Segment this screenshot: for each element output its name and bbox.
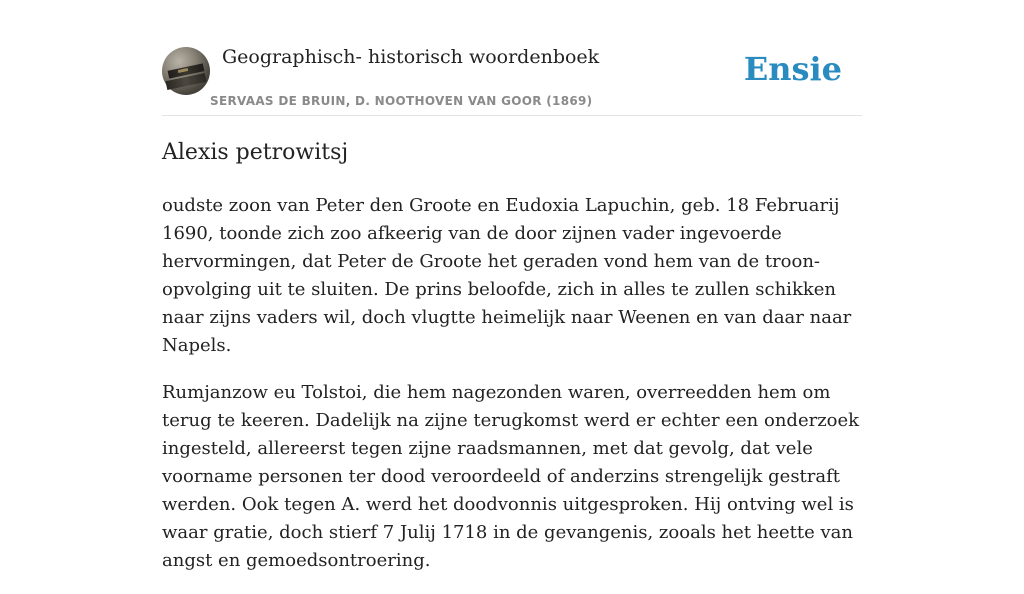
ensie-logo[interactable]: Ensie (743, 50, 842, 88)
page (162, 0, 862, 571)
entry-paragraph: Rumjanzow eu Tolstoi, die hem nagezonden waren, overreedden hem om terug te keeren. Dadelijk na zijne terugkomst werd er echter een onderzoek ingesteld, allereerst tegen zijne raadsmannen, met dat gevolg, dat vele voorname personen ter dood veroordeeld of anderzins strengelijk gestraft werden. Ook tegen A. werd het doodvonnis uitgesproken. Hij ontving wel is waar gratie, doch stierf 7 Julij 1718 in de gevangenis, zooals het heette van angst en gemoedsontroering. (162, 382, 860, 571)
book-cover-icon[interactable] (162, 47, 210, 95)
book-meta: SERVAAS DE BRUIN, D. NOOTHOVEN VAN GOOR (1869) (210, 94, 593, 108)
source-header (162, 40, 862, 116)
entry-title: Alexis petrowitsj (162, 140, 349, 165)
entry-paragraph: oudste zoon van Peter den Groote en Eudoxia Lapuchin, geb. 18 Februarij 1690, toonde zich zoo afkeerig van de door zijnen vader ingevoerde hervormingen, dat Peter de Groote het geraden vond hem van de troon-opvolging uit te sluiten. De prins beloofde, zich in alles te zullen schikken naar zijns vaders wil, doch vlugtte heimelijk naar Weenen en van daar naar Napels. (162, 195, 852, 356)
entry-content (162, 192, 862, 594)
book-title[interactable]: Geographisch- historisch woordenboek (222, 46, 600, 68)
